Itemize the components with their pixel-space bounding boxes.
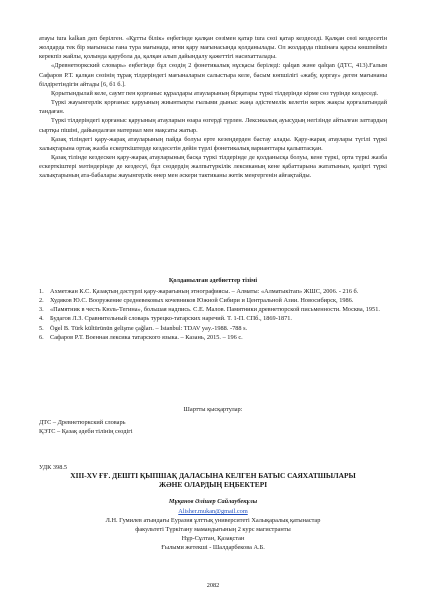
paragraph: Қорытындылай келе, саумт пен қорғаныс құралдары атауларының бірқатары түркі тілдерінде кірме сөз түрінде кездеседі. (51, 89, 379, 97)
page-number: 2082 (206, 582, 220, 589)
paragraph: Қазақ тілінде кездескен қару-жарақ атауларының басқа түркі тілдерінде де қолданысқа болуы, кене түркі, орта түркі жазба ескерткіштері мәтіндерінде де кездесуі, бұл сөздердің жалпытүркілік лексиканың кене қабаттарына жататынын, қазіргі түркі халықтарының ата-бабалары жауынгерлік өнер мен әскери тактиканы жетік меңгергенін айғақтайды. (39, 154, 387, 180)
paragraph: Түркі жауынгерлік қорғаныс қаруының жиынтықты ғылыми дыныс жаңа әдістемелік келетін керек жақсы қорғалатындай тандаған. (39, 99, 387, 116)
affiliation-line: факультеті Түркітану мамандығының 2 курс магистранты (135, 526, 291, 534)
udk-code: УДК 398.5 (39, 464, 68, 471)
abbreviation-item: ҚЭТС – Қазақ әдеби тілінің сөздігі (39, 428, 133, 436)
abbreviation-item: ДТС – Древнетюркский словарь (39, 419, 126, 426)
affiliation-line: Ғылыми жетекші - Шалдарбекова А.Б. (161, 544, 265, 552)
author-name: Мұқанов Әлішер Сайлаубекұлы (168, 498, 258, 505)
reference-item: 1. Ахметжан К.С. Қазақтың дәстүрлі қару-жарағының этнографиясы. – Алматы: «Алматыкітап» ЖШС, 2006. - 216 б. (39, 288, 359, 295)
affiliation-line: Л.Н. Гумилев атындағы Еуразия ұлттық университеті Халықаралық қатынастар (105, 517, 321, 524)
paragraph: Қазақ тіліндегі қару-жарақ атауларының пайда болуы ерте кезеңдерден бастау алады. Қару-жарақ атаулары түгілі түркі халықтарына ортақ жазба ескерткіштерде кездесетін дейін түрлі фонетикалық варианттары қалыптасқан. (39, 135, 387, 152)
reference-item: 6. Сафаров Р.Т. Военная лексика татарского языка. – Казань, 2015. – 196 с. (39, 333, 243, 341)
reference-item: 3. «Памятник в честь Кюль-Тегина», большая надпись. С.Е. Малов. Памятники древнетюрской письменности. Москва, 1951. (39, 306, 380, 314)
affiliation-line: Нұр-Сұлтан, Қазақстан (181, 535, 245, 543)
article-title-line: ЖӘНЕ ОЛАРДЫҢ ЕҢБЕКТЕРІ (158, 480, 268, 490)
author-email-link[interactable]: Alisher.mukan@gmail.com (178, 508, 248, 515)
paragraph: «Древнетюркский словарь» еңбегінде бұл сөздің 2 фонетикалық нұсқасы беріледі: qalqan және qalqan (ДТС, 413).Ғалым Сафаров Р.Т. қалқан сөзінің тұрақ тілдеріндегі мағыналарын салыстыра келе, басым көпшілігі «жабу, қоргау» деген мағынаны білдіретіндігін айтады [6, б1 б.]. (39, 62, 387, 88)
abbreviations-heading: Шартты қысқартулар: (183, 406, 243, 413)
abbreviations-list (39, 418, 239, 436)
reference-item: 4. Будагов Л.З. Сравнительный словарь турецко-татарских наречий. Т. 1-П. СПб., 1869-1871. (39, 315, 292, 323)
article-title (39, 471, 387, 490)
paragraph: атауы tura kalkan деп берілген. «Құтты білік» еңбегінде қалқан сөзімен қатар tura сөзі қатар кездеседі. Қалқан сөзі кездесетін жолдарда тек бір мағынасы ғана тура мағынада, яғни қару мағынасында қолданылады. Ол жолдарда пішінаға қарсы көшпейміз керекпіз жайлы, қолында қарубола да, қалқан алып дайындалу қажеттігі насихатталады. (39, 35, 387, 61)
reference-item: 2. Худяков Ю.С. Вооружение средневековых кочевников Южной Сибири и Центральной Азии. Новосибирск, 1986. (39, 297, 354, 305)
references-heading: Қолданылған әдебиеттер тізімі (168, 277, 258, 284)
references-list (39, 287, 387, 342)
paragraph: Түркі тілдеріндегі қорғаныс қаруының атауларын өзара өзгерді түрлен. Лексикалық ауысудың негізінде айтылған заттардың сыртқы пішіні, дайындалған материал мен мақсаты жатыр. (39, 117, 387, 134)
reference-item: 5. Ögel B. Türk kültürünün gelişme çağları. – İstanbul: TDAV yay.-1988. -788 s. (39, 324, 248, 332)
article-title-line: XIII-XV ҒҒ. ДЕШТІ ҚЫПШАҚ ДАЛАСЫНА КЕЛГЕН БАТЫС САЯХАТШЫЛАРЫ (70, 471, 356, 480)
body-text (39, 34, 387, 181)
affiliation (39, 516, 387, 553)
